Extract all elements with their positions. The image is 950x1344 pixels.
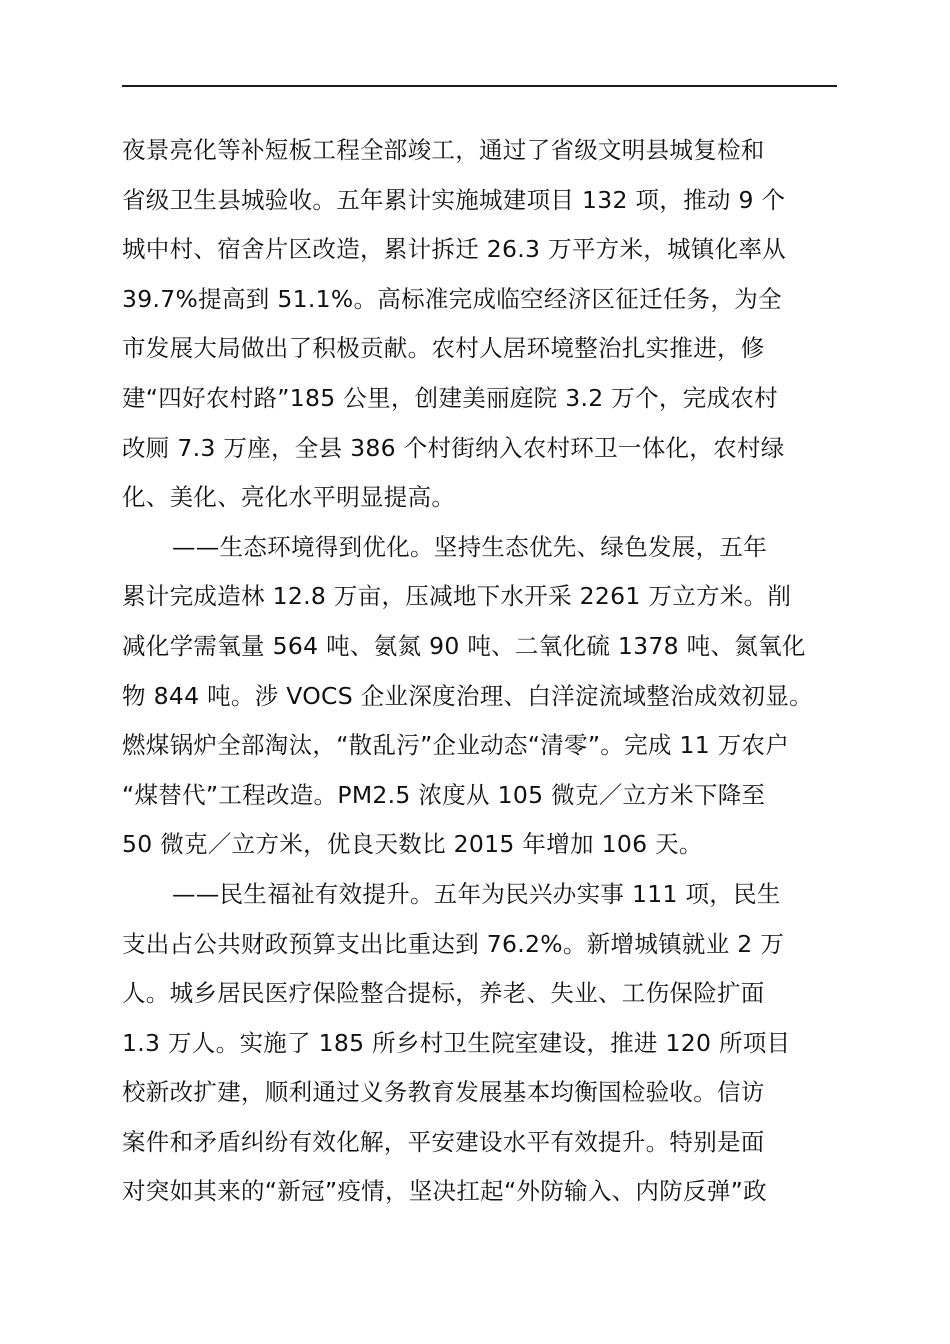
paragraph-start-line: ——民生福祉有效提升。五年为民兴办实事 111 项，民生 (172, 879, 781, 908)
text-line: 省级卫生县城验收。五年累计实施城建项目 132 项，推动 9 个 (122, 185, 786, 214)
text-line: “煤替代”工程改造。PM2.5 浓度从 105 微克／立方米下降至 (122, 780, 766, 809)
text-line: 减化学需氧量 564 吨、氨氮 90 吨、二氧化硫 1378 吨、氮氧化 (122, 631, 806, 660)
body-text (122, 126, 852, 1217)
text-line: 人。城乡居民医疗保险整合提标，养老、失业、工伤保险扩面 (122, 979, 765, 1008)
text-line: 对突如其来的“新冠”疫情，坚决扛起“外防输入、内防反弹”政 (122, 1177, 767, 1206)
text-line: 校新改扩建，顺利通过义务教育发展基本均衡国检验收。信访 (122, 1078, 765, 1107)
paragraph-start-line: ——生态环境得到优化。坚持生态优先、绿色发展，五年 (172, 532, 767, 561)
text-line: 市发展大局做出了积极贡献。农村人居环境整治扎实推进，修 (122, 334, 765, 363)
text-line: 化、美化、亮化水平明显提高。 (122, 483, 456, 512)
text-line: 50 微克／立方米，优良天数比 2015 年增加 106 天。 (122, 830, 703, 859)
text-line: 燃煤锅炉全部淘汰，“散乱污”企业动态“清零”。完成 11 万农户 (122, 731, 790, 760)
header-divider (122, 85, 837, 87)
text-line: 建“四好农村路”185 公里，创建美丽庭院 3.2 万个，完成农村 (122, 383, 778, 412)
text-line: 改厕 7.3 万座，全县 386 个村街纳入农村环卫一体化，农村绿 (122, 433, 785, 462)
text-line: 物 844 吨。涉 VOCS 企业深度治理、白洋淀流域整治成效初显。 (122, 681, 813, 710)
text-line: 累计完成造林 12.8 万亩，压减地下水开采 2261 万立方米。削 (122, 582, 792, 611)
text-line: 城中村、宿舍片区改造，累计拆迁 26.3 万平方米，城镇化率从 (122, 235, 787, 264)
text-line: 1.3 万人。实施了 185 所乡村卫生院室建设，推进 120 所项目 (122, 1028, 791, 1057)
text-line: 39.7%提高到 51.1%。高标准完成临空经济区征迁任务，为全 (122, 284, 782, 313)
text-line: 夜景亮化等补短板工程全部竣工，通过了省级文明县城复检和 (122, 136, 765, 164)
text-line: 案件和矛盾纠纷有效化解，平安建设水平有效提升。特别是面 (122, 1127, 765, 1156)
text-line: 支出占公共财政预算支出比重达到 76.2%。新增城镇就业 2 万 (122, 929, 785, 958)
